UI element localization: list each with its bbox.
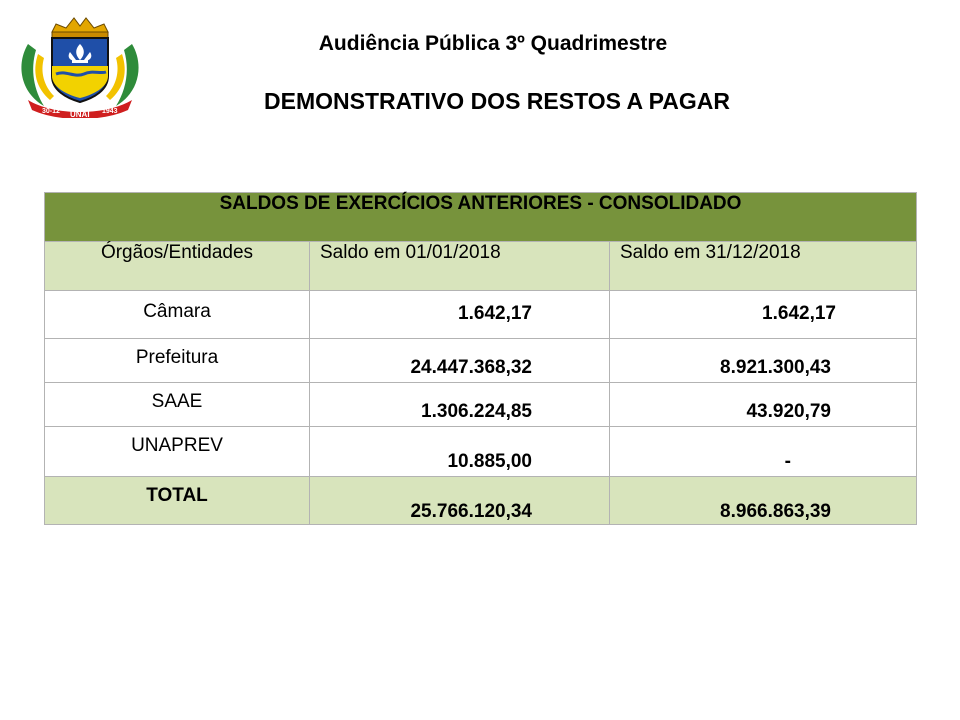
entity-name: SAAE xyxy=(151,391,203,412)
logo-name: UNAÍ xyxy=(70,110,90,118)
table-banner: SALDOS DE EXERCÍCIOS ANTERIORES - CONSOLIDADO xyxy=(45,193,917,242)
page-title: Audiência Pública 3º Quadrimestre xyxy=(318,32,668,55)
entity-name: Prefeitura xyxy=(135,347,219,368)
table-row xyxy=(45,427,917,477)
table-row xyxy=(45,383,917,427)
column-header-saldo-final: Saldo em 31/12/2018 xyxy=(610,242,917,291)
saldo-inicial-value: 24.447.368,32 xyxy=(410,357,532,378)
table-banner-row xyxy=(45,193,917,242)
saldo-final-value: 43.920,79 xyxy=(746,401,831,422)
total-saldo-final-value: 8.966.863,39 xyxy=(720,501,831,522)
total-label: TOTAL xyxy=(146,485,208,506)
saldo-inicial-value: 1.642,17 xyxy=(458,303,532,324)
table-header-row xyxy=(45,242,917,291)
saldo-final-value: 8.921.300,43 xyxy=(720,357,831,378)
page-subtitle: DEMONSTRATIVO DOS RESTOS A PAGAR xyxy=(264,88,730,114)
table-total-row xyxy=(45,477,917,525)
restos-a-pagar-table xyxy=(44,192,917,525)
saldo-inicial-value: 1.306.224,85 xyxy=(421,401,532,422)
saldo-final-value: - xyxy=(784,451,791,472)
total-saldo-inicial-value: 25.766.120,34 xyxy=(410,501,532,522)
logo-date-right: 1943 xyxy=(102,108,118,115)
logo-date-left: 30-12 xyxy=(42,108,60,115)
table-row xyxy=(45,339,917,383)
entity-name: Câmara xyxy=(143,301,211,322)
saldo-inicial-value: 10.885,00 xyxy=(447,451,532,472)
saldo-final-value: 1.642,17 xyxy=(762,303,836,324)
entity-name: UNAPREV xyxy=(131,435,223,456)
column-header-entity: Órgãos/Entidades xyxy=(45,242,310,291)
column-header-saldo-inicial: Saldo em 01/01/2018 xyxy=(310,242,610,291)
table-row xyxy=(45,291,917,339)
